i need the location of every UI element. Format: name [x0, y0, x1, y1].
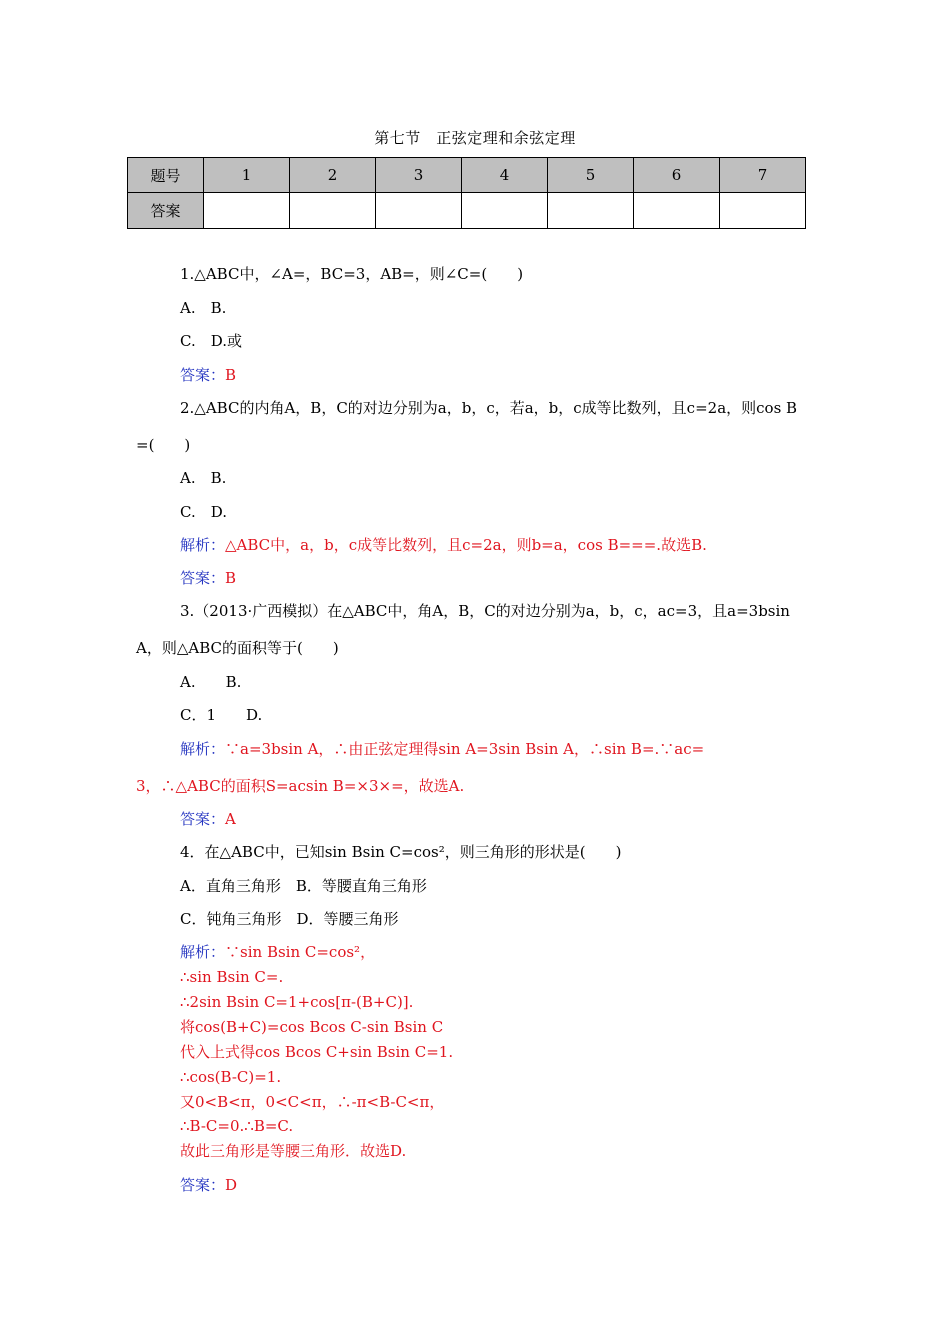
table-cell-number: 3 — [376, 158, 462, 193]
q3-options-cd: C．1 D. — [180, 706, 263, 724]
q4-options-ab: A．直角三角形 B．等腰直角三角形 — [180, 877, 427, 895]
answer-label: 答案： — [180, 569, 226, 587]
q1-options-ab: A. B. — [180, 299, 227, 317]
answer-cell — [720, 193, 806, 229]
q4-analysis-line: ∴B-C=0.∴B=C. — [180, 1117, 294, 1135]
analysis-text: △ABC中，a，b，c成等比数列，且c=2a，则b=a，cos B===.故选B. — [225, 536, 707, 554]
table-cell-number: 2 — [290, 158, 376, 193]
answer-value: D — [225, 1176, 238, 1194]
question-number-row — [128, 158, 806, 193]
q3-answer — [180, 809, 236, 829]
q2-options-cd: C. D. — [180, 503, 227, 521]
analysis-text: ∵sin Bsin C=cos²， — [225, 943, 376, 961]
q4-analysis-line: 故此三角形是等腰三角形．故选D. — [180, 1142, 407, 1160]
q2-analysis — [180, 535, 707, 555]
q4-analysis-line: 又0<B<π，0<C<π，∴-π<B-C<π， — [180, 1093, 445, 1111]
analysis-label: 解析： — [180, 740, 226, 758]
q4-analysis-line: ∴cos(B-C)=1. — [180, 1068, 282, 1086]
answer-row — [128, 193, 806, 229]
answer-cell — [204, 193, 290, 229]
table-cell-number: 6 — [634, 158, 720, 193]
q2-stem: 2.△ABC的内角A，B，C的对边分别为a，b，c，若a，b，c成等比数列，且c=2a，则cos B — [180, 399, 798, 417]
analysis-label: 解析： — [180, 536, 226, 554]
q4-options-cd: C．钝角三角形 D．等腰三角形 — [180, 910, 399, 928]
section-title: 第七节 正弦定理和余弦定理 — [374, 129, 576, 147]
q1-stem: 1.△ABC中，∠A=，BC=3，AB=，则∠C=( ) — [180, 265, 524, 283]
analysis-label: 解析： — [180, 943, 226, 961]
answer-value: B — [225, 569, 237, 587]
q4-stem: 4．在△ABC中，已知sin Bsin C=cos²，则三角形的形状是( ) — [180, 843, 622, 861]
answer-label: 答案： — [180, 810, 226, 828]
table-cell-number: 5 — [548, 158, 634, 193]
answer-cell — [376, 193, 462, 229]
q4-analysis-line: 代入上式得cos Bcos C+sin Bsin C=1. — [180, 1043, 454, 1061]
answer-value: A — [225, 810, 236, 828]
table-cell-number: 7 — [720, 158, 806, 193]
q4-analysis — [180, 942, 375, 962]
answer-cell — [462, 193, 548, 229]
q4-answer — [180, 1175, 237, 1195]
answer-label: 答案： — [180, 366, 226, 384]
q1-answer — [180, 365, 236, 385]
analysis-text: ∵a=3bsin A，∴由正弦定理得sin A=3sin Bsin A，∴sin B=.∵ac= — [225, 740, 705, 758]
table-cell-number: 1 — [204, 158, 290, 193]
q4-analysis-line: ∴2sin Bsin C=1+cos[π-(B+C)]. — [180, 993, 414, 1011]
answer-label: 答案： — [180, 1176, 226, 1194]
q3-stem-continued: A，则△ABC的面积等于( ) — [136, 639, 339, 657]
q2-answer — [180, 568, 236, 588]
q3-analysis — [180, 739, 704, 759]
q1-options-cd: C. D.或 — [180, 332, 242, 350]
q3-analysis-continued: 3，∴△ABC的面积S=acsin B=×3×=，故选A. — [136, 777, 465, 795]
q3-options-ab: A. B. — [180, 673, 242, 691]
answer-value: B — [225, 366, 237, 384]
table-header-answer: 答案 — [128, 193, 204, 229]
q3-stem: 3.（2013·广西模拟）在△ABC中，角A，B，C的对边分别为a，b，c，ac=3，且a=3bsin — [180, 602, 790, 620]
table-header-question-number: 题号 — [128, 158, 204, 193]
q2-options-ab: A. B. — [180, 469, 227, 487]
answer-table — [127, 157, 806, 229]
q2-stem-continued: =( ) — [136, 436, 191, 454]
answer-cell — [290, 193, 376, 229]
table-cell-number: 4 — [462, 158, 548, 193]
answer-cell — [634, 193, 720, 229]
answer-cell — [548, 193, 634, 229]
q4-analysis-line: ∴sin Bsin C=. — [180, 968, 284, 986]
q4-analysis-line: 将cos(B+C)=cos Bcos C-sin Bsin C — [180, 1018, 444, 1036]
